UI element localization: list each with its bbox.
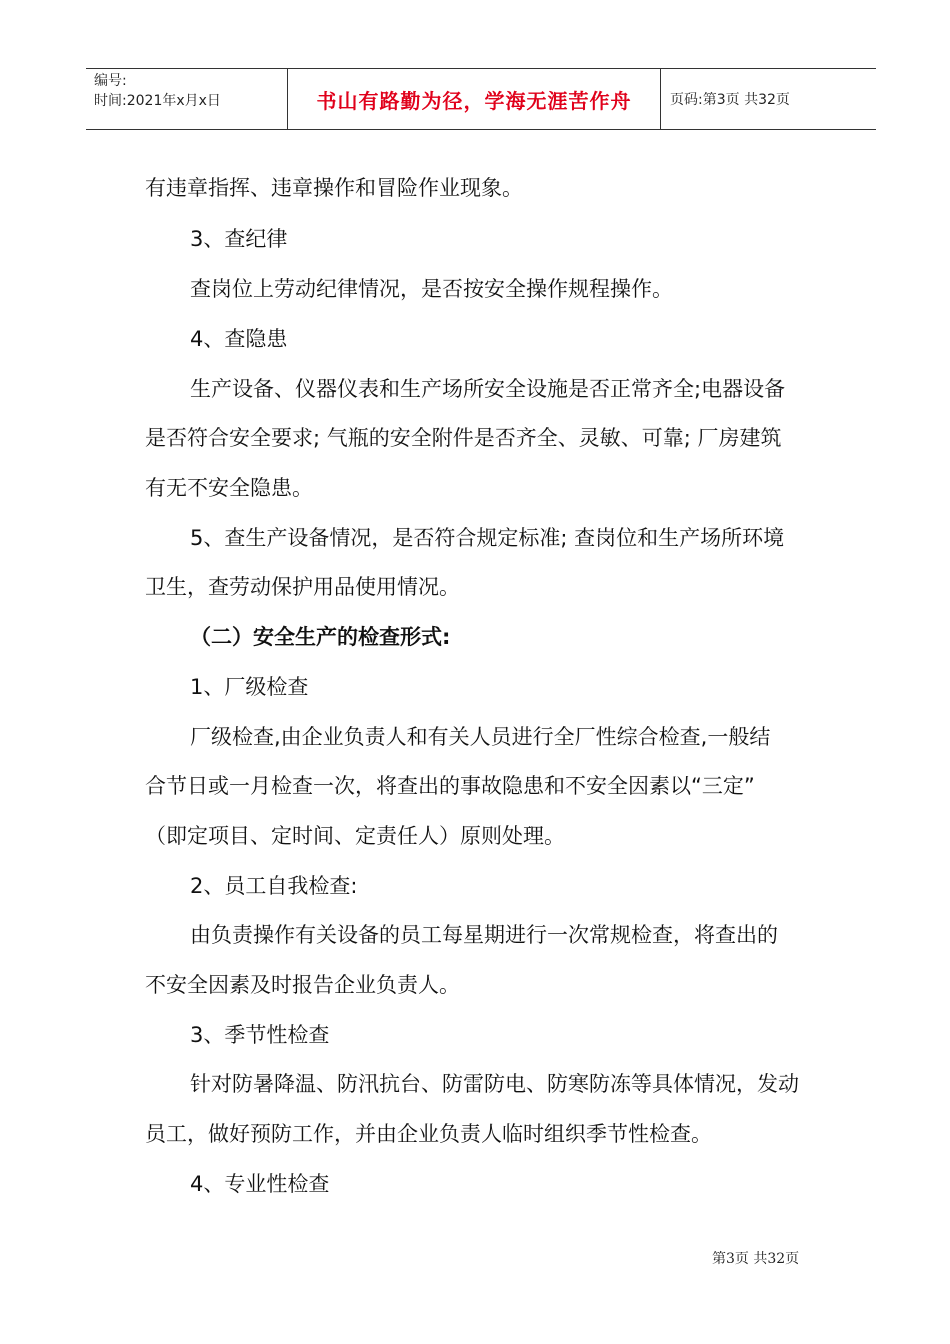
section-heading: （二）安全生产的检查形式: <box>190 625 451 649</box>
paragraph-line: 有违章指挥、违章操作和冒险作业现象。 <box>145 176 523 200</box>
header-motto: 书山有路勤为径，学海无涯苦作舟 <box>316 88 632 113</box>
number-label: 编号: <box>94 73 127 89</box>
paragraph-line: 5、查生产设备情况，是否符合规定标准; 查岗位和生产场所环境 <box>190 526 785 550</box>
page-footer: 第3页 共32页 <box>712 1251 800 1267</box>
paragraph-line: 是否符合安全要求; 气瓶的安全附件是否齐全、灵敏、可靠; 厂房建筑 <box>145 426 782 450</box>
header-divider <box>660 69 661 129</box>
item-heading: 1、厂级检查 <box>190 675 309 699</box>
header-page-label: 页码:第3页 共32页 <box>670 92 790 108</box>
item-heading: 4、专业性检查 <box>190 1172 330 1196</box>
paragraph-line: 生产设备、仪器仪表和生产场所安全设施是否正常齐全;电器设备 <box>190 377 786 401</box>
paragraph-line: 针对防暑降温、防汛抗台、防雷防电、防寒防冻等具体情况，发动 <box>190 1072 799 1096</box>
paragraph-line: 不安全因素及时报告企业负责人。 <box>145 973 460 997</box>
paragraph-line: （即定项目、定时间、定责任人）原则处理。 <box>145 824 565 848</box>
paragraph-line: 员工，做好预防工作，并由企业负责人临时组织季节性检查。 <box>145 1122 712 1146</box>
time-label: 时间:2021年x月x日 <box>94 93 221 109</box>
paragraph-line: 有无不安全隐患。 <box>145 476 313 500</box>
header-table <box>86 68 876 130</box>
paragraph-line: 由负责操作有关设备的员工每星期进行一次常规检查，将查出的 <box>190 923 778 947</box>
paragraph-line: 合节日或一月检查一次，将查出的事故隐患和不安全因素以“三定” <box>145 774 755 798</box>
paragraph-line: 卫生，查劳动保护用品使用情况。 <box>145 575 460 599</box>
item-heading: 3、查纪律 <box>190 227 288 251</box>
header-meta <box>94 71 221 111</box>
item-heading: 2、员工自我检查: <box>190 874 358 898</box>
item-heading: 4、查隐患 <box>190 327 288 351</box>
paragraph-line: 查岗位上劳动纪律情况，是否按安全操作规程操作。 <box>190 277 673 301</box>
item-heading: 3、季节性检查 <box>190 1023 330 1047</box>
paragraph-line: 厂级检查,由企业负责人和有关人员进行全厂性综合检查,一般结 <box>190 725 771 749</box>
